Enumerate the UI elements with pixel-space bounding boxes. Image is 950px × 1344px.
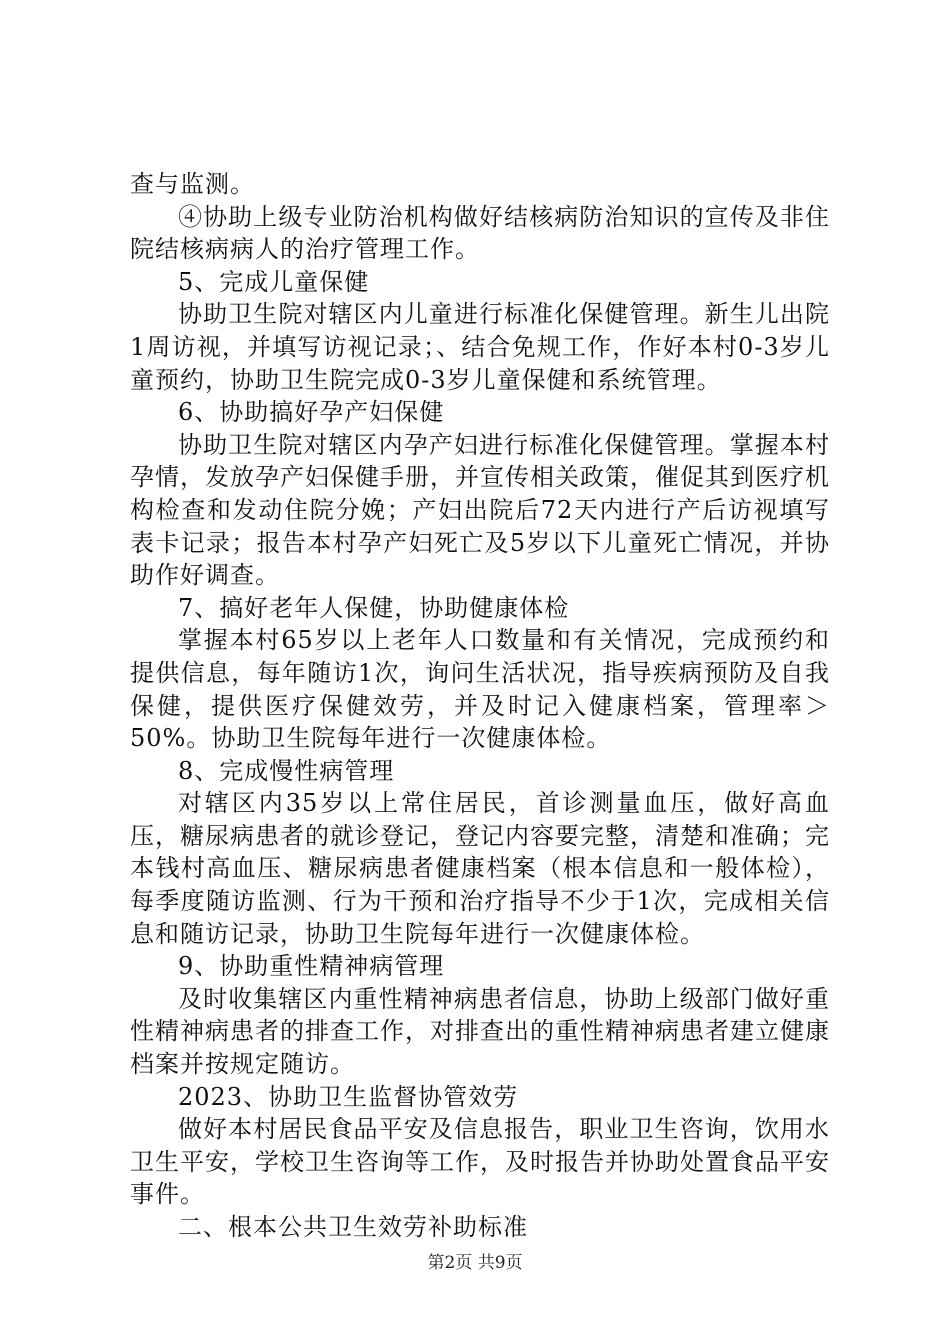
paragraph-chronic-disease: 对辖区内35岁以上常住居民，首诊测量血压，做好高血压，糖尿病患者的就诊登记，登记内容要完整，清楚和准确；完本钱村高血压、糖尿病患者健康档案（根本信息和一般体检），每季度随访监测、行为干预和治疗指导不少于1次，完成相关信息和随访记录，协助卫生院每年进行一次健康体检。 bbox=[130, 789, 830, 948]
heading-maternal-health: 6、协助搞好孕产妇保健 bbox=[178, 398, 445, 427]
paragraph-maternal-health: 协助卫生院对辖区内孕产妇进行标准化保健管理。掌握本村孕情，发放孕产妇保健手册，并宣传相关政策，催促其到医疗机构检查和发动住院分娩；产妇出院后72天内进行产后访视填写表卡记录；报告本村孕产妇死亡及5岁以下儿童死亡情况，并协助作好调查。 bbox=[130, 430, 830, 590]
paragraph-child-health: 协助卫生院对辖区内儿童进行标准化保健管理。新生儿出院1周访视，并填写访视记录；、结合免规工作，作好本村0-3岁儿童预约，协助卫生院完成0-3岁儿童保健和系统管理。 bbox=[130, 300, 830, 394]
paragraph-tuberculosis-item: ④协助上级专业防治机构做好结核病防治知识的宣传及非住院结核病病人的治疗管理工作。 bbox=[130, 202, 830, 264]
page-footer: 第2页 共9页 bbox=[427, 1253, 523, 1273]
heading-subsidy-standard: 二、根本公共卫生效劳补助标准 bbox=[178, 1213, 528, 1241]
paragraph-health-supervision: 做好本村居民食品平安及信息报告，职业卫生咨询，饮用水卫生平安，学校卫生咨询等工作，及时报告并协助处置食品平安事件。 bbox=[130, 1115, 830, 1209]
heading-chronic-disease: 8、完成慢性病管理 bbox=[178, 756, 395, 785]
heading-elderly-health: 7、搞好老年人保健，协助健康体检 bbox=[178, 593, 570, 622]
heading-mental-illness: 9、协助重性精神病管理 bbox=[178, 952, 445, 981]
paragraph-mental-illness: 及时收集辖区内重性精神病患者信息，协助上级部门做好重性精神病患者的排查工作，对排查出的重性精神病患者建立健康档案并按规定随访。 bbox=[130, 984, 830, 1079]
paragraph-elderly-health: 掌握本村65岁以上老年人口数量和有关情况，完成预约和提供信息，每年随访1次，询问生活状况，指导疾病预防及自我保健，提供医疗保健效劳，并及时记入健康档案，管理率＞50%。协助卫生院每年进行一次健康体检。 bbox=[130, 626, 830, 753]
paragraph-continuation: 查与监测。 bbox=[130, 170, 255, 198]
document-body bbox=[130, 168, 830, 1244]
heading-child-health: 5、完成儿童保健 bbox=[178, 267, 370, 296]
heading-health-supervision: 2023、协助卫生监督协管效劳 bbox=[178, 1082, 519, 1111]
